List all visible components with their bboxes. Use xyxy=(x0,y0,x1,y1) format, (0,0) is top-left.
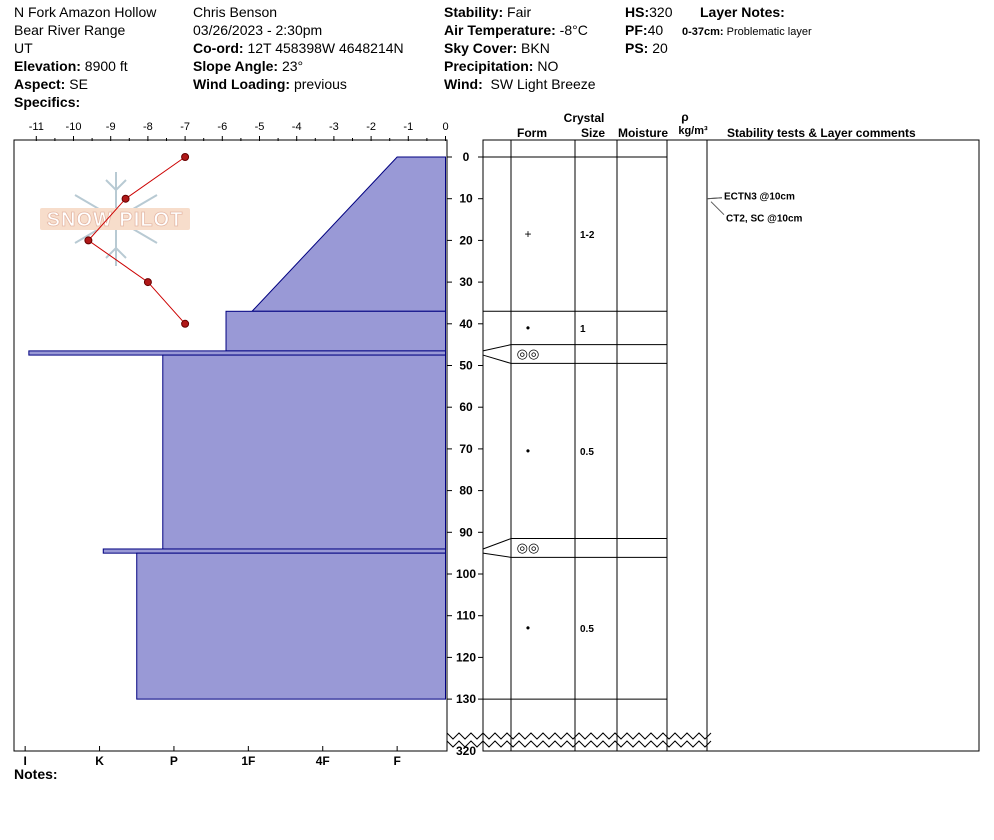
temperature-point xyxy=(144,279,151,286)
depth-tick-label: 20 xyxy=(459,233,473,248)
temp-tick-label: -3 xyxy=(329,121,339,133)
layer-form: • xyxy=(525,443,531,458)
layer-size: 1-2 xyxy=(580,230,595,242)
temperature-point xyxy=(182,154,189,161)
density-unit-header: kg/m³ xyxy=(678,125,708,137)
watermark-text: SNOW PILOT xyxy=(46,209,184,231)
hardness-layer xyxy=(103,549,445,553)
temp-tick-label: -6 xyxy=(217,121,228,133)
hardness-layer xyxy=(29,351,446,355)
temp-tick-label: 0 xyxy=(442,121,449,133)
stability-header: Stability tests & Layer comments xyxy=(727,126,916,140)
hardness-layer xyxy=(252,157,445,311)
depth-tick-label: 100 xyxy=(455,567,477,581)
temperature-profile xyxy=(85,154,189,328)
stability-test-label: ECTN3 @10cm xyxy=(724,191,795,203)
datetime: 03/26/2023 - 2:30pm xyxy=(193,22,323,38)
temp-tick-label: -2 xyxy=(366,121,376,133)
hardness-layer xyxy=(137,553,446,699)
hardness-tick-label: P xyxy=(169,754,178,768)
depth-tick-label: 70 xyxy=(459,441,473,456)
sky-cover: Sky Cover: BKN xyxy=(444,40,550,56)
hardness-tick-label: 4F xyxy=(315,754,330,768)
temperature-point xyxy=(122,195,129,202)
temp-tick-label: -8 xyxy=(143,121,153,133)
temperature-line xyxy=(88,157,185,324)
layer-form: + xyxy=(524,227,532,242)
notes-label: Notes: xyxy=(14,766,58,782)
ps: PS: 20 xyxy=(625,40,668,56)
form-header: Form xyxy=(517,126,547,140)
layer-connector xyxy=(483,355,511,363)
snowpilot-watermark xyxy=(40,172,190,266)
depth-tick-label: 40 xyxy=(459,316,473,331)
depth-axis xyxy=(447,150,483,758)
break-zigzag-line xyxy=(447,741,711,747)
temp-tick-label: -7 xyxy=(180,121,190,133)
layer-note: 0-37cm: Problematic layer xyxy=(682,26,812,38)
coordinates: Co-ord: 12T 458398W 4648214N xyxy=(193,40,404,56)
layer-table xyxy=(483,140,979,751)
wind-loading: Wind Loading: previous xyxy=(193,76,347,92)
moisture-header: Moisture xyxy=(617,126,669,140)
layer-connector xyxy=(483,553,511,557)
hardness-layer xyxy=(226,311,445,351)
air-temperature: Air Temperature: -8°C xyxy=(444,22,588,38)
slope-angle: Slope Angle: 23° xyxy=(193,58,304,74)
temp-tick-label: -1 xyxy=(403,121,414,133)
location-name: N Fork Amazon Hollow xyxy=(14,4,157,20)
layer-size: 0.5 xyxy=(580,446,594,458)
specifics: Specifics: xyxy=(14,94,81,110)
layer-size: 0.5 xyxy=(580,624,594,636)
depth-tick-label: 130 xyxy=(455,692,477,707)
depth-tick-label: 50 xyxy=(459,358,473,373)
temp-tick-label: -4 xyxy=(291,121,302,133)
hardness-tick-label: F xyxy=(393,754,401,768)
layer-connector xyxy=(483,539,511,549)
stability: Stability: Fair xyxy=(444,4,532,20)
hardness-axis xyxy=(23,746,400,768)
test-leader xyxy=(711,202,724,215)
depth-tick-label: 120 xyxy=(455,650,477,665)
break-zigzag-line xyxy=(447,733,711,739)
depth-tick-label: 0 xyxy=(462,150,470,164)
layer-connector xyxy=(483,345,511,351)
layer-form: • xyxy=(525,621,531,636)
layer-form: • xyxy=(525,320,531,335)
crystal-header: Crystal xyxy=(563,111,605,125)
temperature-point xyxy=(182,320,189,327)
density-rho-header: ρ xyxy=(681,110,689,124)
temp-tick-label: -5 xyxy=(254,121,265,133)
hardness-tick-label: 1F xyxy=(241,754,256,768)
size-header: Size xyxy=(580,126,606,140)
layer-size: 1 xyxy=(580,323,586,335)
depth-tick-label: 90 xyxy=(459,525,473,540)
hardness-tick-label: I xyxy=(23,754,27,768)
aspect: Aspect: SE xyxy=(14,76,88,92)
depth-tick-label: 10 xyxy=(459,191,473,206)
state: UT xyxy=(14,40,33,56)
layer-form: ◎◎ xyxy=(516,346,540,362)
depth-break-label: 320 xyxy=(455,744,477,758)
observer: Chris Benson xyxy=(193,4,278,20)
stability-tests xyxy=(707,192,803,225)
elevation: Elevation: 8900 ft xyxy=(14,58,128,74)
layer-form: ◎◎ xyxy=(516,539,540,555)
depth-break-marker xyxy=(447,733,711,747)
depth-tick-label: 60 xyxy=(459,400,473,415)
hardness-layer xyxy=(163,355,446,549)
stability-test-label: CT2, SC @10cm xyxy=(726,213,803,225)
range-name: Bear River Range xyxy=(14,22,126,38)
pf: PF:40 xyxy=(625,22,664,38)
hardness-tick-label: K xyxy=(95,754,104,768)
temp-tick-label: -11 xyxy=(28,121,44,133)
temp-tick-label: -10 xyxy=(65,121,82,133)
depth-tick-label: 30 xyxy=(459,275,473,290)
wind: Wind: SW Light Breeze xyxy=(444,76,596,92)
test-leader xyxy=(707,198,722,199)
precipitation: Precipitation: NO xyxy=(444,58,559,74)
temperature-point xyxy=(85,237,92,244)
temperature-axis xyxy=(29,121,449,141)
hs: HS:320 xyxy=(625,4,673,20)
temp-tick-label: -9 xyxy=(105,121,116,133)
depth-tick-label: 110 xyxy=(456,608,476,623)
depth-tick-label: 80 xyxy=(459,483,473,498)
layer-notes-label: Layer Notes: xyxy=(700,4,785,20)
